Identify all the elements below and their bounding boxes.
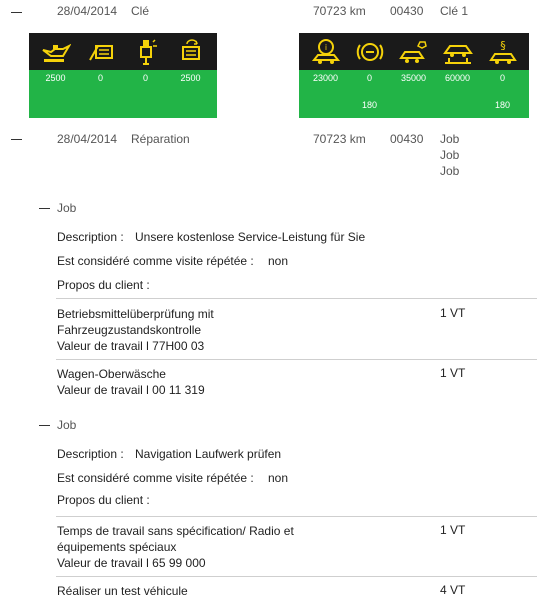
tile-value: 0 — [142, 73, 148, 83]
tile-value: 35000 — [400, 73, 427, 83]
labor-item — [57, 306, 214, 354]
entry-ref: Job — [440, 164, 460, 178]
description-label: Description : — [57, 230, 124, 244]
entry-date: 28/04/2014 — [57, 132, 118, 146]
tile-value: 60000 — [444, 73, 471, 83]
labor-item-line: Temps de travail sans spécification/ Radio et — [57, 524, 294, 538]
job-title: Job — [57, 418, 77, 432]
labor-item — [57, 523, 294, 571]
repeat-visit-value: non — [268, 471, 289, 485]
entry-code: 00430 — [390, 4, 424, 18]
job-collapse-toggle[interactable] — [39, 425, 50, 426]
customer-statement-label: Propos du client : — [57, 278, 150, 292]
entry-ref: Job — [440, 148, 460, 162]
repeat-visit-label: Est considéré comme visite répétée : — [57, 254, 254, 268]
entry-code: 00430 — [390, 132, 424, 146]
inspection-car-icon — [487, 38, 519, 66]
brake-fluid-icon — [86, 40, 116, 64]
entry-date: 28/04/2014 — [57, 4, 118, 18]
collapse-toggle[interactable] — [11, 12, 22, 13]
labor-item-line: Valeur de travail l 65 99 000 — [57, 556, 206, 570]
labor-item-line: Wagen-Oberwäsche — [57, 367, 166, 381]
customer-statement-label: Propos du client : — [57, 493, 150, 507]
labor-item-line: Betriebsmittelüberprüfung mit — [57, 307, 214, 321]
tile-value: 2500 — [180, 73, 201, 83]
entry-km: 70723 km — [313, 132, 366, 146]
tile-value: 0 — [97, 73, 103, 83]
svg-text:i: i — [324, 42, 327, 52]
car-lift-icon — [441, 39, 475, 65]
divider — [56, 359, 537, 360]
tile-value: 23000 — [312, 73, 339, 83]
car-oil-icon — [398, 38, 430, 66]
maintenance-tile — [164, 33, 217, 118]
labor-item-line: Réaliser un test véhicule — [57, 584, 188, 598]
service-car-icon — [310, 38, 342, 66]
description-value: Navigation Laufwerk prüfen — [135, 447, 282, 461]
entry-type: Clé — [131, 4, 150, 18]
tile-value: 2500 — [45, 73, 66, 83]
tile-value: 0 — [366, 73, 372, 83]
tile-value-secondary: 180 — [361, 100, 378, 110]
job-collapse-toggle[interactable] — [39, 208, 50, 209]
divider — [56, 576, 537, 577]
labor-item-line: équipements spéciaux — [57, 540, 177, 554]
labor-item-quantity: 1 VT — [440, 306, 466, 320]
entry-km: 70723 km — [313, 4, 366, 18]
description-label: Description : — [57, 447, 124, 461]
tile-value-secondary: 180 — [494, 100, 511, 110]
labor-item-quantity: 1 VT — [440, 523, 466, 537]
labor-item-quantity: 4 VT — [440, 583, 466, 597]
maintenance-tile — [476, 33, 529, 118]
repeat-visit-value: non — [268, 254, 289, 268]
repeat-visit-label: Est considéré comme visite répétée : — [57, 471, 254, 485]
entry-type: Réparation — [131, 132, 190, 146]
labor-item-quantity: 1 VT — [440, 366, 466, 380]
labor-item-line: Fahrzeugzustandskontrolle — [57, 323, 202, 337]
description-value: Unsere kostenlose Service-Leistung für Sie — [135, 230, 366, 244]
oil-can-icon — [41, 40, 71, 64]
job-title: Job — [57, 201, 77, 215]
svg-text:§: § — [499, 38, 506, 52]
tile-value: 0 — [499, 73, 505, 83]
spark-plug-icon — [131, 38, 161, 66]
labor-item-line: Valeur de travail l 77H00 03 — [57, 339, 205, 353]
divider — [56, 516, 537, 517]
labor-item-line: Valeur de travail l 00 11 319 — [57, 383, 205, 397]
entry-ref: Job — [440, 132, 460, 146]
labor-item — [57, 366, 205, 398]
entry-ref: Clé 1 — [440, 4, 469, 18]
brake-warning-icon — [354, 39, 386, 65]
labor-item — [57, 583, 188, 599]
divider — [56, 298, 537, 299]
filter-icon — [176, 39, 206, 65]
collapse-toggle[interactable] — [11, 139, 22, 140]
